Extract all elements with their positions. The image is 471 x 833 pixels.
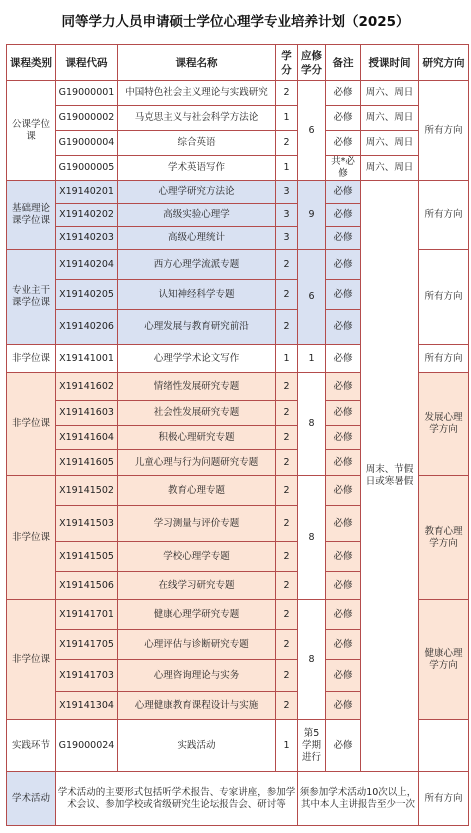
course-remark: 必修 xyxy=(326,81,361,106)
course-remark: 必修 xyxy=(326,373,361,401)
header-row xyxy=(7,45,469,81)
course-credit: 1 xyxy=(276,720,298,772)
course-name: 中国特色社会主义理论与实践研究 xyxy=(118,81,276,106)
course-name: 在线学习研究专题 xyxy=(118,572,276,600)
direction-cell: 所有方向 xyxy=(419,772,469,826)
course-credit: 2 xyxy=(276,426,298,450)
course-code: X19141605 xyxy=(56,450,118,476)
category-cell: 非学位课 xyxy=(7,373,56,476)
course-code: X19140206 xyxy=(56,310,118,345)
course-remark: 必修 xyxy=(326,692,361,720)
activity-requirement: 须参加学术活动10次以上，其中本人主讲报告至少一次 xyxy=(298,772,419,826)
course-code: G19000004 xyxy=(56,131,118,156)
required-credit-cell: 第5学期进行 xyxy=(298,720,326,772)
direction-cell: 健康心理学方向 xyxy=(419,600,469,720)
course-name: 心理健康教育课程设计与实施 xyxy=(118,692,276,720)
course-time xyxy=(419,720,469,772)
required-credit-cell: 8 xyxy=(298,600,326,720)
course-credit: 3 xyxy=(276,227,298,250)
course-name: 学校心理学专题 xyxy=(118,542,276,572)
table-row xyxy=(7,131,469,156)
direction-cell: 教育心理学方向 xyxy=(419,476,469,600)
header-time: 授课时间 xyxy=(361,45,419,81)
category-cell: 实践环节 xyxy=(7,720,56,772)
course-code: X19141703 xyxy=(56,660,118,692)
course-code: X19140204 xyxy=(56,250,118,280)
course-credit: 2 xyxy=(276,81,298,106)
category-cell: 公课学位课 xyxy=(7,81,56,181)
required-credit-cell: 8 xyxy=(298,476,326,600)
course-name: 综合英语 xyxy=(118,131,276,156)
course-remark: 必修 xyxy=(326,131,361,156)
course-name: 社会性发展研究专题 xyxy=(118,401,276,426)
header-credit: 学分 xyxy=(276,45,298,81)
course-remark: 必修 xyxy=(326,720,361,772)
course-name: 儿童心理与行为问题研究专题 xyxy=(118,450,276,476)
course-credit: 3 xyxy=(276,204,298,227)
table-row xyxy=(7,181,469,204)
course-remark: 必修 xyxy=(326,345,361,373)
course-name: 健康心理学研究专题 xyxy=(118,600,276,630)
course-code: X19141505 xyxy=(56,542,118,572)
course-remark: 必修 xyxy=(326,401,361,426)
course-credit: 2 xyxy=(276,542,298,572)
category-cell: 基础理论课学位课 xyxy=(7,181,56,250)
course-code: G19000005 xyxy=(56,156,118,181)
direction-cell: 发展心理学方向 xyxy=(419,373,469,476)
training-plan-table xyxy=(6,44,469,826)
category-cell: 学术活动 xyxy=(7,772,56,826)
course-remark: 必修 xyxy=(326,280,361,310)
course-credit: 1 xyxy=(276,156,298,181)
course-code: X19140201 xyxy=(56,181,118,204)
course-remark: 必修 xyxy=(326,426,361,450)
course-name: 心理学学术论文写作 xyxy=(118,345,276,373)
table-row xyxy=(7,81,469,106)
required-credit-cell: 6 xyxy=(298,81,326,181)
course-name: 学术英语写作 xyxy=(118,156,276,181)
course-remark: 必修 xyxy=(326,250,361,280)
direction-cell: 所有方向 xyxy=(419,181,469,250)
course-code: X19140203 xyxy=(56,227,118,250)
course-time: 周六、周日 xyxy=(361,106,419,131)
course-time: 周六、周日 xyxy=(361,131,419,156)
course-credit: 3 xyxy=(276,181,298,204)
course-credit: 2 xyxy=(276,250,298,280)
course-credit: 2 xyxy=(276,600,298,630)
required-credit-cell: 6 xyxy=(298,250,326,345)
direction-cell: 所有方向 xyxy=(419,250,469,345)
course-name: 心理学研究方法论 xyxy=(118,181,276,204)
course-credit: 2 xyxy=(276,630,298,660)
course-remark: 必修 xyxy=(326,476,361,506)
course-code: X19141604 xyxy=(56,426,118,450)
course-code: X19141001 xyxy=(56,345,118,373)
course-credit: 2 xyxy=(276,280,298,310)
course-name: 马克思主义与社会科学方法论 xyxy=(118,106,276,131)
course-remark: 必修 xyxy=(326,506,361,542)
course-code: X19141701 xyxy=(56,600,118,630)
course-name: 教育心理专题 xyxy=(118,476,276,506)
course-time: 周六、周日 xyxy=(361,156,419,181)
table-row xyxy=(7,156,469,181)
course-remark: 共*必修 xyxy=(326,156,361,181)
page-title: 同等学力人员申请硕士学位心理学专业培养计划（2025） xyxy=(61,14,410,30)
table-row xyxy=(7,772,469,826)
course-credit: 1 xyxy=(276,106,298,131)
course-code: X19141603 xyxy=(56,401,118,426)
category-cell: 专业主干课学位课 xyxy=(7,250,56,345)
course-code: G19000002 xyxy=(56,106,118,131)
course-code: X19140202 xyxy=(56,204,118,227)
course-name: 心理发展与教育研究前沿 xyxy=(118,310,276,345)
header-direction: 研究方向 xyxy=(419,45,469,81)
table-row xyxy=(7,106,469,131)
course-name: 心理评估与诊断研究专题 xyxy=(118,630,276,660)
course-name: 情绪性发展研究专题 xyxy=(118,373,276,401)
course-code: X19141502 xyxy=(56,476,118,506)
course-remark: 必修 xyxy=(326,630,361,660)
header-code: 课程代码 xyxy=(56,45,118,81)
course-credit: 2 xyxy=(276,310,298,345)
course-name: 学习测量与评价专题 xyxy=(118,506,276,542)
course-credit: 2 xyxy=(276,476,298,506)
course-code: X19141506 xyxy=(56,572,118,600)
course-remark: 必修 xyxy=(326,106,361,131)
course-credit: 2 xyxy=(276,660,298,692)
course-name: 认知神经科学专题 xyxy=(118,280,276,310)
header-required-credit: 应修学分 xyxy=(298,45,326,81)
course-name: 西方心理学流派专题 xyxy=(118,250,276,280)
course-name: 实践活动 xyxy=(118,720,276,772)
category-cell: 非学位课 xyxy=(7,600,56,720)
required-credit-cell: 9 xyxy=(298,181,326,250)
direction-cell: 所有方向 xyxy=(419,345,469,373)
course-code: X19141602 xyxy=(56,373,118,401)
course-time: 周六、周日 xyxy=(361,81,419,106)
course-code: X19141304 xyxy=(56,692,118,720)
course-credit: 2 xyxy=(276,450,298,476)
course-remark: 必修 xyxy=(326,660,361,692)
course-remark: 必修 xyxy=(326,310,361,345)
header-name: 课程名称 xyxy=(118,45,276,81)
course-name: 高级心理统计 xyxy=(118,227,276,250)
category-cell: 非学位课 xyxy=(7,476,56,600)
course-credit: 2 xyxy=(276,373,298,401)
course-remark: 必修 xyxy=(326,572,361,600)
course-remark: 必修 xyxy=(326,204,361,227)
course-code: G19000001 xyxy=(56,81,118,106)
activity-description: 学术活动的主要形式包括听学术报告、专家讲座，参加学术会议、参加学校或省级研究生论坛报告会、研讨等 xyxy=(56,772,298,826)
course-name: 心理咨询理论与实务 xyxy=(118,660,276,692)
course-credit: 1 xyxy=(276,345,298,373)
direction-cell: 所有方向 xyxy=(419,81,469,181)
course-remark: 必修 xyxy=(326,600,361,630)
required-credit-cell: 1 xyxy=(298,345,326,373)
required-credit-cell: 8 xyxy=(298,373,326,476)
course-code: X19141705 xyxy=(56,630,118,660)
course-credit: 2 xyxy=(276,131,298,156)
course-credit: 2 xyxy=(276,692,298,720)
course-credit: 2 xyxy=(276,572,298,600)
course-name: 积极心理研究专题 xyxy=(118,426,276,450)
course-credit: 2 xyxy=(276,506,298,542)
header-remark: 备注 xyxy=(326,45,361,81)
course-code: X19140205 xyxy=(56,280,118,310)
course-code: X19141503 xyxy=(56,506,118,542)
course-remark: 必修 xyxy=(326,542,361,572)
course-code: G19000024 xyxy=(56,720,118,772)
category-cell: 非学位课 xyxy=(7,345,56,373)
course-name: 高级实验心理学 xyxy=(118,204,276,227)
course-remark: 必修 xyxy=(326,227,361,250)
course-credit: 2 xyxy=(276,401,298,426)
header-category: 课程类别 xyxy=(7,45,56,81)
course-time-merged: 周末、节假日或寒暑假 xyxy=(361,181,419,772)
course-remark: 必修 xyxy=(326,450,361,476)
course-remark: 必修 xyxy=(326,181,361,204)
